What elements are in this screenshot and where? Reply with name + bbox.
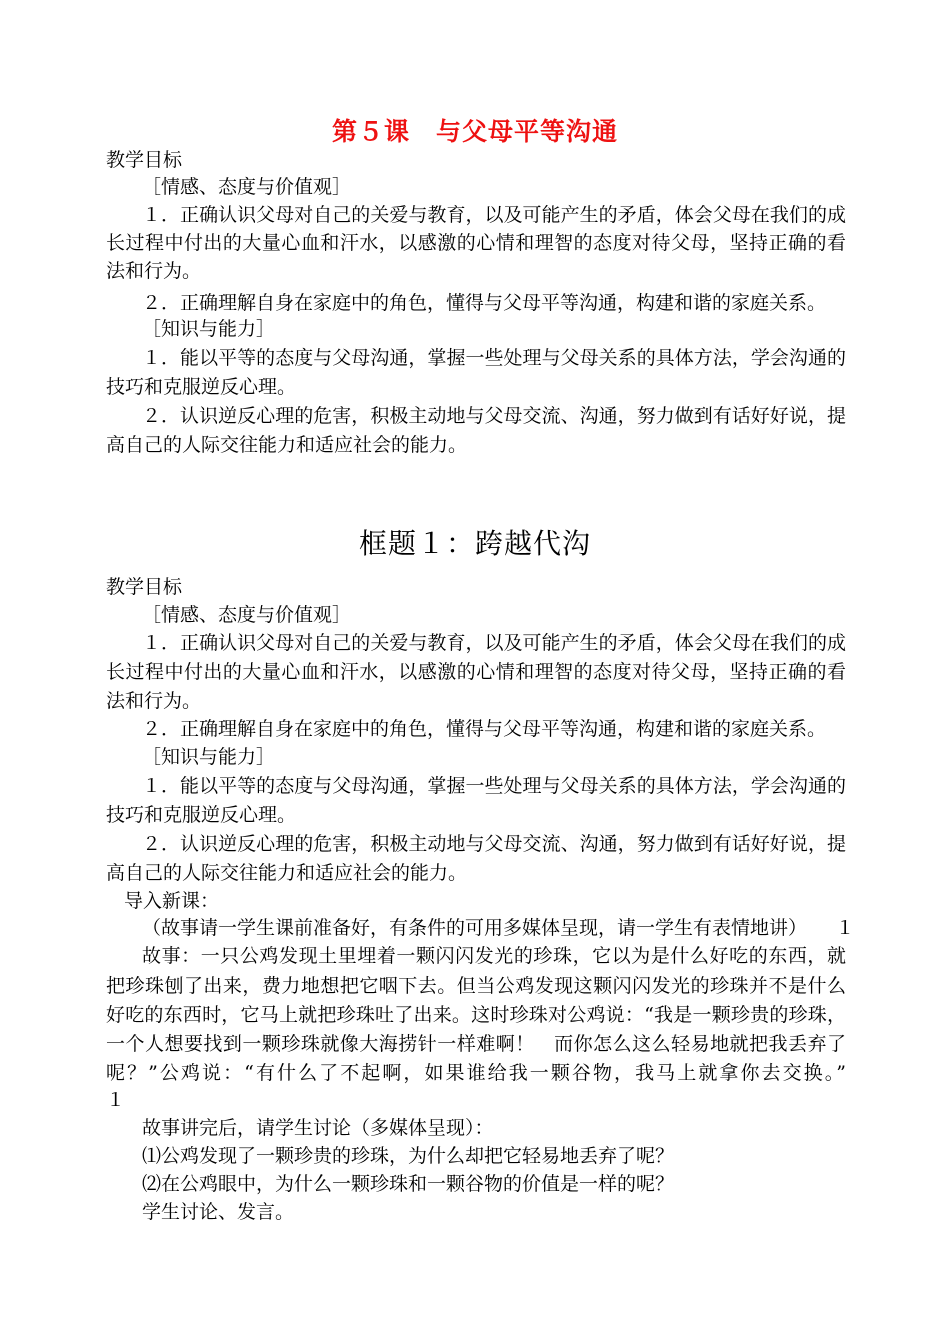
section2-ability-item2-line2: 高自己的人际交往能力和适应社会的能力。 [106,862,468,884]
topic-title: 框题１：跨越代沟 [358,527,591,560]
section2-heading: 教学目标 [106,576,183,598]
story-line2: 把珍珠刨了出来，费力地想把它咽下去。但当公鸡发现这颗闪闪发光的珍珠并不是什么 [106,975,846,997]
discussion-intro: 故事讲完后，请学生讨论（多媒体呈现）： [142,1117,494,1139]
lesson-title: 第５课 与父母平等沟通 [331,117,618,146]
section1-ability-label: ［知识与能力］ [142,318,276,340]
section1-ability-item1-line2: 技巧和克服逆反心理。 [106,376,297,398]
intro-note: （故事请一学生课前准备好，有条件的可用多媒体呈现，请一学生有表情地讲） １ [142,917,855,939]
closing-line: 学生讨论、发言。 [142,1201,295,1223]
intro-label: 导入新课： [124,890,220,912]
section1-values-item1-line3: 法和行为。 [106,260,202,282]
section2-ability-item2-line1: ２．认识逆反心理的危害，积极主动地与父母交流、沟通，努力做到有话好好说，提 [142,833,846,855]
section2-ability-item1-line1: １．能以平等的态度与父母沟通，掌握一些处理与父母关系的具体方法，学会沟通的 [142,775,846,797]
section1-ability-item2-line1: ２．认识逆反心理的危害，积极主动地与父母交流、沟通，努力做到有话好好说，提 [142,405,846,427]
section2-ability-item1-line2: 技巧和克服逆反心理。 [106,804,297,826]
story-line3: 好吃的东西时，它马上就把珍珠吐了出来。这时珍珠对公鸡说：“我是一颗珍贵的珍珠， [106,1004,846,1026]
story-line4: 一个人想要找到一颗珍珠就像大海捞针一样难啊！ 而你怎么这么轻易地就把我丢弃了 [106,1033,846,1055]
section1-ability-item1-line1: １．能以平等的态度与父母沟通，掌握一些处理与父母关系的具体方法，学会沟通的 [142,347,846,369]
story-line1: 故事：一只公鸡发现土里埋着一颗闪闪发光的珍珠，它以为是什么好吃的东西，就 [142,945,846,967]
section2-values-item1-line1: １．正确认识父母对自己的关爱与教育，以及可能产生的矛盾，体会父母在我们的成 [142,632,846,654]
section1-heading: 教学目标 [106,149,183,171]
story-line5: 呢？”公鸡说：“有什么了不起啊，如果谁给我一颗谷物，我马上就拿你去交换。” [106,1062,846,1084]
section2-ability-label: ［知识与能力］ [142,746,276,768]
section1-values-label: ［情感、态度与价值观］ [142,176,352,198]
section1-values-item2: ２．正确理解自身在家庭中的角色，懂得与父母平等沟通，构建和谐的家庭关系。 [142,292,827,314]
section2-values-item2: ２．正确理解自身在家庭中的角色，懂得与父母平等沟通，构建和谐的家庭关系。 [142,718,827,740]
question-2: ⑵在公鸡眼中，为什么一颗珍珠和一颗谷物的价值是一样的呢？ [142,1173,675,1195]
section1-values-item1-line1: １．正确认识父母对自己的关爱与教育，以及可能产生的矛盾，体会父母在我们的成 [142,204,846,226]
story-line6: １ [106,1089,126,1111]
section2-values-item1-line2: 长过程中付出的大量心血和汗水，以感激的心情和理智的态度对待父母，坚持正确的看 [106,661,846,683]
section1-values-item1-line2: 长过程中付出的大量心血和汗水，以感激的心情和理智的态度对待父母，坚持正确的看 [106,232,846,254]
question-1: ⑴公鸡发现了一颗珍贵的珍珠，为什么却把它轻易地丢弃了呢？ [142,1145,675,1167]
section2-values-item1-line3: 法和行为。 [106,690,202,712]
section2-values-label: ［情感、态度与价值观］ [142,604,352,626]
section1-ability-item2-line2: 高自己的人际交往能力和适应社会的能力。 [106,434,468,456]
